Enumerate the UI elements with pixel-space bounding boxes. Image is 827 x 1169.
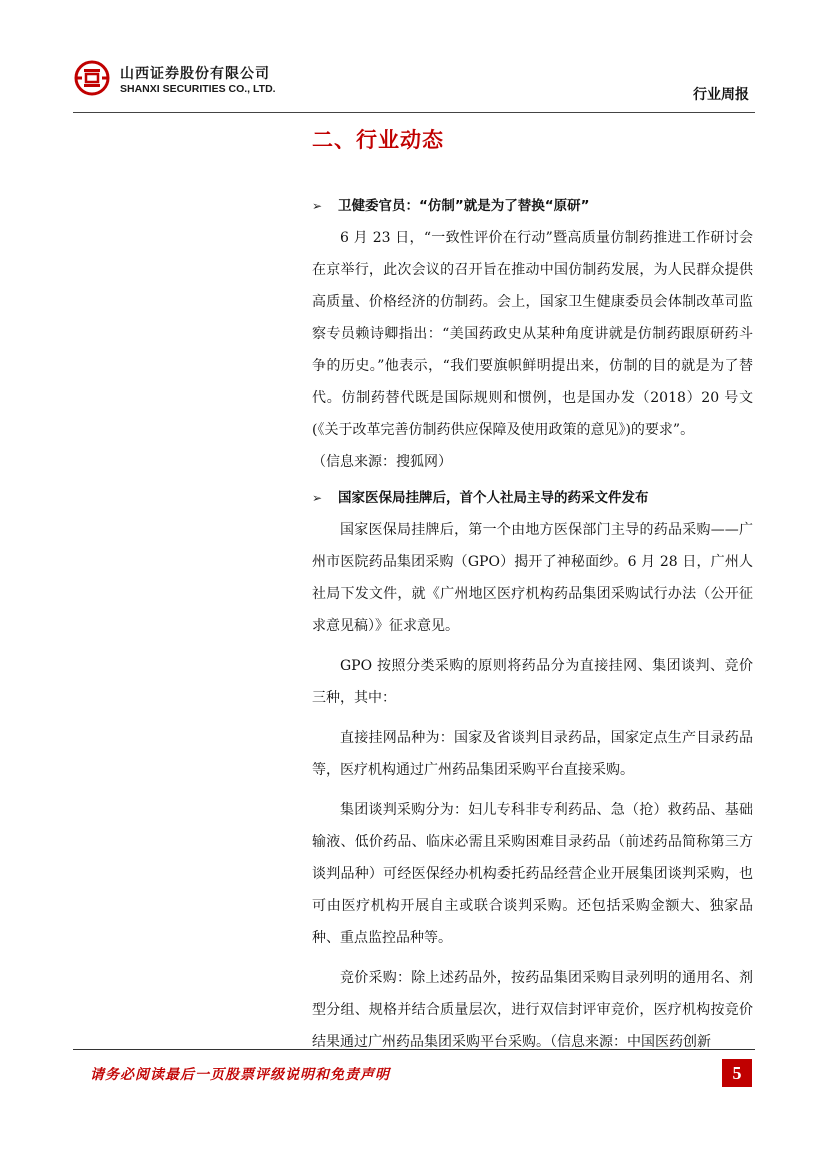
section-title: 二、行业动态 bbox=[312, 128, 444, 152]
page-number: 5 bbox=[722, 1059, 752, 1087]
news-heading bbox=[312, 190, 753, 222]
news-paragraph: GPO 按照分类采购的原则将药品分为直接挂网、集团谈判、竞价三种，其中： bbox=[312, 658, 753, 706]
company-logo-icon bbox=[74, 60, 110, 96]
news-source: （信息来源：搜狐网） bbox=[312, 454, 452, 470]
report-type-label: 行业周报 bbox=[693, 87, 749, 103]
company-name-cn: 山西证券股份有限公司 bbox=[120, 66, 270, 82]
arrow-bullet-icon: ➢ bbox=[312, 491, 323, 505]
news-paragraph: 直接挂网品种为：国家及省谈判目录药品，国家定点生产目录药品等，医疗机构通过广州药品集团采购平台直接采购。 bbox=[312, 730, 753, 778]
footer-divider bbox=[73, 1049, 755, 1050]
arrow-bullet-icon: ➢ bbox=[312, 199, 323, 213]
news-heading-text: 卫健委官员：“仿制”就是为了替换“原研” bbox=[338, 198, 590, 214]
news-paragraph: 集团谈判采购分为：妇儿专科非专利药品、急（抢）救药品、基础输液、低价药品、临床必需且采购困难目录药品（前述药品简称第三方谈判品种）可经医保经办机构委托药品经营企业开展集团谈判采购，也可由医疗机构开展自主或联合谈判采购。还包括采购金额大、独家品种、重点监控品种等。 bbox=[312, 802, 753, 946]
company-name-en: SHANXI SECURITIES CO., LTD. bbox=[120, 83, 276, 95]
news-paragraph: 竞价采购：除上述药品外，按药品集团采购目录列明的通用名、剂型分组、规格并结合质量层次，进行双信封评审竞价，医疗机构按竞价结果通过广州药品集团采购平台采购。（信息来源：中国医药创新 bbox=[312, 970, 753, 1050]
company-logo bbox=[74, 60, 334, 100]
news-paragraph: 国家医保局挂牌后，第一个由地方医保部门主导的药品采购——广州市医院药品集团采购（GPO）揭开了神秘面纱。6 月 28 日，广州人社局下发文件，就《广州地区医疗机构药品集团采购试行办法（公开征求意见稿）》征求意见。 bbox=[312, 522, 753, 634]
news-heading-text: 国家医保局挂牌后，首个人社局主导的药采文件发布 bbox=[338, 490, 649, 506]
article-body bbox=[312, 190, 753, 1058]
news-heading bbox=[312, 482, 753, 514]
header-divider bbox=[73, 112, 755, 113]
news-paragraph: 6 月 23 日，“一致性评价在行动”暨高质量仿制药推进工作研讨会在京举行，此次会议的召开旨在推动中国仿制药发展，为人民群众提供高质量、价格经济的仿制药。会上，国家卫生健康委员会体制改革司监察专员赖诗卿指出：“美国药政史从某种角度讲就是仿制药跟原研药斗争的历史。”他表示，“我们要旗帜鲜明提出来，仿制的目的就是为了替代。仿制药替代既是国际规则和惯例，也是国办发（2018）20 号文(《关于改革完善仿制药供应保障及使用政策的意见》)的要求”。 bbox=[312, 230, 753, 438]
disclaimer-text: 请务必阅读最后一页股票评级说明和免责声明 bbox=[90, 1067, 390, 1083]
